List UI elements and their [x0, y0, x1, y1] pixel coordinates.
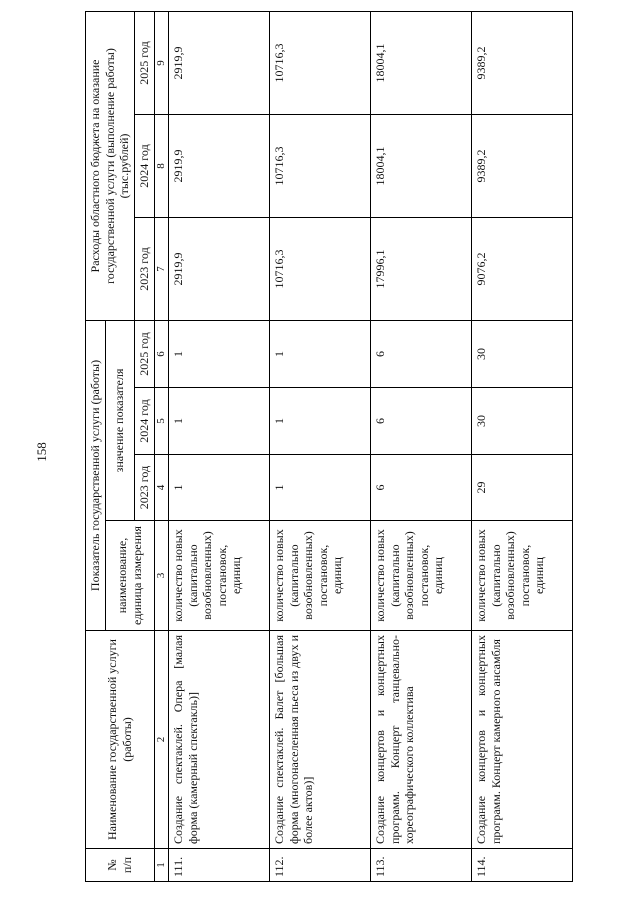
value-2023: 1: [269, 455, 370, 521]
table-row: [168, 11, 269, 881]
value-2024: 30: [471, 388, 572, 455]
service-name: Создание спектаклей. Опера [малая форма (камерный спектакль)]: [168, 631, 269, 849]
header-budget-group: Расходы областного бюджета на оказание государственной услуги (выполнение работы) (тыс.рублей): [86, 11, 135, 320]
page-number: 158: [34, 442, 49, 462]
row-number: 112.: [269, 849, 370, 882]
value-2025: 6: [370, 321, 471, 388]
service-name: Создание концертов и концертных программ. Концерт танцевально-хореографического коллектива: [370, 631, 471, 849]
column-index: 1: [154, 849, 168, 882]
header-year: 2023 год: [134, 455, 154, 521]
header-service-name: Наименование государственной услуги (работы): [86, 631, 155, 849]
column-index: 8: [154, 115, 168, 218]
budget-2024: 18004,1: [370, 115, 471, 218]
indicator-unit: количество новых (капитально возобновленных) постановок, единиц: [168, 521, 269, 631]
services-table: [85, 11, 573, 882]
value-2024: 6: [370, 388, 471, 455]
row-number: 111.: [168, 849, 269, 882]
budget-2023: 9076,2: [471, 218, 572, 321]
rotated-table-container: [85, 12, 605, 882]
table-row: [370, 11, 471, 881]
value-2024: 1: [168, 388, 269, 455]
header-num: № п/п: [86, 849, 155, 882]
service-name: Создание спектаклей. Балет [большая форма (многонаселенная пьеса из двух и более актов)]: [269, 631, 370, 849]
column-index: 6: [154, 321, 168, 388]
budget-2024: 10716,3: [269, 115, 370, 218]
budget-2023: 17996,1: [370, 218, 471, 321]
value-2024: 1: [269, 388, 370, 455]
budget-2025: 18004,1: [370, 11, 471, 114]
header-year: 2025 год: [134, 321, 154, 388]
column-index: 9: [154, 11, 168, 114]
indicator-unit: количество новых (капитально возобновленных) постановок, единиц: [471, 521, 572, 631]
header-year: 2024 год: [134, 388, 154, 455]
column-index: 2: [154, 631, 168, 849]
budget-2024: 2919,9: [168, 115, 269, 218]
row-number: 114.: [471, 849, 572, 882]
header-budget-year: 2025 год: [134, 11, 154, 114]
budget-2024: 9389,2: [471, 115, 572, 218]
header-budget-year: 2024 год: [134, 115, 154, 218]
column-index: 3: [154, 521, 168, 631]
service-name: Создание концертов и концертных программ. Концерт камерного ансамбля: [471, 631, 572, 849]
budget-2023: 10716,3: [269, 218, 370, 321]
row-number: 113.: [370, 849, 471, 882]
column-index: 5: [154, 388, 168, 455]
table-row: [269, 11, 370, 881]
value-2025: 1: [168, 321, 269, 388]
header-budget-year: 2023 год: [134, 218, 154, 321]
value-2023: 1: [168, 455, 269, 521]
indicator-unit: количество новых (капитально возобновленных) постановок, единиц: [269, 521, 370, 631]
value-2025: 1: [269, 321, 370, 388]
header-row-1: [86, 11, 106, 881]
header-indicator-value: значение показателя: [105, 321, 134, 521]
header-indicator-unit: наименование, единица измерения: [105, 521, 154, 631]
indicator-unit: количество новых (капитально возобновленных) постановок, единиц: [370, 521, 471, 631]
budget-2025: 10716,3: [269, 11, 370, 114]
value-2025: 30: [471, 321, 572, 388]
header-indicator-group: Показатель государственной услуги (работы): [86, 321, 106, 631]
header-index-row: [154, 11, 168, 881]
column-index: 4: [154, 455, 168, 521]
table-row: [471, 11, 572, 881]
budget-2025: 2919,9: [168, 11, 269, 114]
value-2023: 29: [471, 455, 572, 521]
budget-2023: 2919,9: [168, 218, 269, 321]
value-2023: 6: [370, 455, 471, 521]
column-index: 7: [154, 218, 168, 321]
budget-2025: 9389,2: [471, 11, 572, 114]
